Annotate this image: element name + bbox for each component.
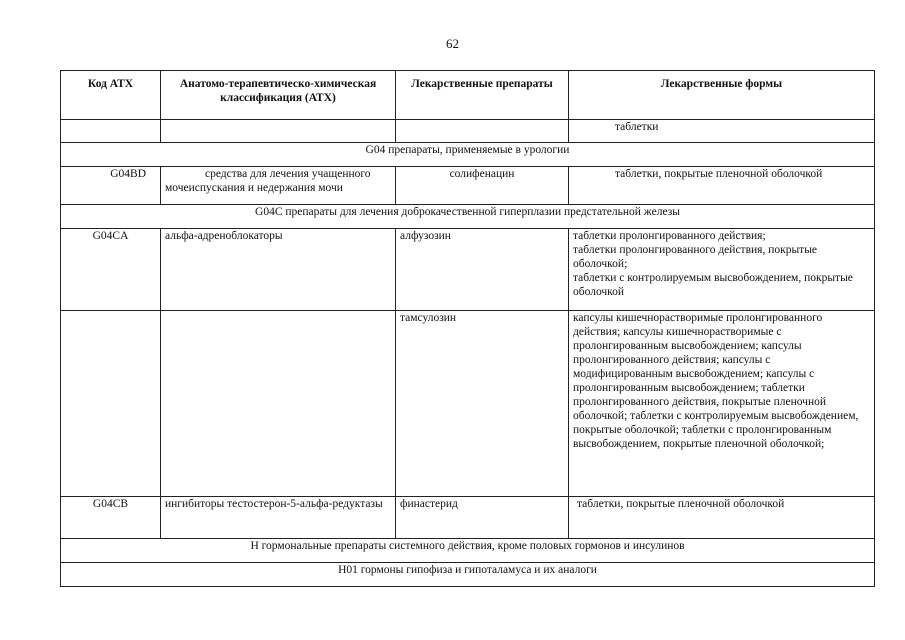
table-header-row — [61, 71, 875, 120]
cell-drug — [396, 120, 569, 143]
header-code: Код АТХ — [61, 71, 161, 120]
cell-code: G04BD — [61, 167, 161, 205]
cell-drug: солифенацин — [396, 167, 569, 205]
cell-form — [569, 229, 875, 311]
form-line: таблетки пролонгированного действия, покрытые оболочкой; — [573, 244, 818, 270]
table-row — [61, 311, 875, 497]
cell-classification: средства для лечения учащенного мочеиспускания и недержания мочи — [161, 167, 396, 205]
cell-form: таблетки, покрытые пленочной оболочкой — [569, 167, 875, 205]
section-row-g04c — [61, 205, 875, 229]
cell-form: капсулы кишечнорастворимые пролонгированного действия; капсулы кишечнорастворимые с пролонгированным высвобождением; капсулы пролонгированного действия; капсулы с модифицированным высвобождением; капсулы с пролонгированным высвобождением; таблетки пролонгированного действия, покрытые пленочной оболочкой; таблетки с контролируемым высвобождением, покрытые оболочкой; таблетки с пролонгированным высвобождением, покрытые пленочной оболочкой; — [569, 311, 875, 497]
section-row-h01 — [61, 563, 875, 587]
table-row — [61, 229, 875, 311]
cell-code: G04CA — [61, 229, 161, 311]
cell-classification — [161, 120, 396, 143]
header-classification: Анатомо-терапевтическо-химическая классификация (АТХ) — [161, 71, 396, 120]
cell-form: таблетки, покрытые пленочной оболочкой — [569, 497, 875, 539]
section-heading: G04 препараты, применяемые в урологии — [61, 143, 875, 167]
cell-classification: альфа-адреноблокаторы — [161, 229, 396, 311]
section-row-g04 — [61, 143, 875, 167]
section-heading: H гормональные препараты системного действия, кроме половых гормонов и инсулинов — [61, 539, 875, 563]
cell-classification — [161, 311, 396, 497]
form-line: таблетки пролонгированного действия; — [573, 230, 766, 242]
cell-drug: алфузозин — [396, 229, 569, 311]
section-heading: G04C препараты для лечения доброкачественной гиперплазии предстательной железы — [61, 205, 875, 229]
cell-drug: тамсулозин — [396, 311, 569, 497]
cell-drug: финастерид — [396, 497, 569, 539]
section-row-h — [61, 539, 875, 563]
table-row — [61, 497, 875, 539]
table-row — [61, 120, 875, 143]
atx-table — [60, 70, 875, 587]
form-line: таблетки с контролируемым высвобождением, покрытые оболочкой — [573, 272, 853, 298]
table-row — [61, 167, 875, 205]
section-heading: H01 гормоны гипофиза и гипоталамуса и их аналоги — [61, 563, 875, 587]
cell-code — [61, 120, 161, 143]
cell-code — [61, 311, 161, 497]
cell-classification: ингибиторы тестостерон-5-альфа-редуктазы — [161, 497, 396, 539]
header-drugs: Лекарственные препараты — [396, 71, 569, 120]
page-number: 62 — [446, 36, 459, 51]
header-forms: Лекарственные формы — [569, 71, 875, 120]
cell-code: G04CB — [61, 497, 161, 539]
cell-form: таблетки — [569, 120, 875, 143]
